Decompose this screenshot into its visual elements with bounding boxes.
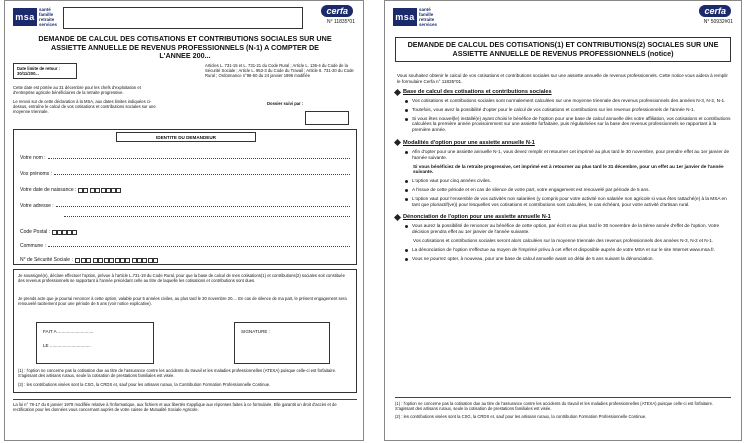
form-title: DEMANDE DE CALCUL DES COTISATIONS ET CONTRIBUTIONS SOCIALES SUR UNE ASSIETTE ANNUELLE DE REVENUS PROFESSIONNELS (N-1) A COMPTER DE L'ANNEE 200...	[38, 34, 332, 61]
identity-section	[13, 129, 357, 265]
notice-intro: Vous souhaitez obtenir le calcul de vos cotisations et contributions sociales sur une assiette annuelle de revenus professionnels. Cette notice vous aidera à remplir le formulaire Cerfa n° 11835*01.	[397, 73, 728, 84]
footnote-2: (2) : les contributions visées sont la CSG, la CRDS et, sauf pour les artisans ruraux, la Contribution Formation Professionnelle Continue.	[18, 382, 271, 387]
notice-title: DEMANDE DE CALCUL DES COTISATIONS(1) ET CONTRIBUTIONS(2) SOCIALES SUR UNE ASSIETTE ANNUELLE DE REVENUS PROFESSIONNELS (notice)	[395, 37, 731, 62]
fait-a-field[interactable]: FAIT A ............................	[43, 329, 94, 334]
list-item: L'option vaut pour cinq années civiles.	[405, 178, 731, 184]
le-field[interactable]: LE ................................	[43, 343, 91, 348]
birthdate-field[interactable]: Votre date de naissance :	[20, 184, 350, 193]
postcode-field[interactable]: Code Postal :	[20, 226, 350, 235]
declaration-section	[13, 269, 357, 393]
diamond-bullet-icon	[394, 88, 401, 95]
city-field[interactable]: Commune :	[20, 240, 350, 249]
list-item: Vous ne pourrez opter, à nouveau, pour une base de calcul annuelle avant un délai de 5 ans suivant la dénonciation.	[405, 256, 731, 262]
footnotes	[395, 397, 731, 419]
notice-sections	[395, 89, 731, 268]
list-item: L'option vaut pour l'ensemble de vos activités non salariées (y compris pour votre activité non salariée non agricole si vous êtes rattaché(e) à la MSA en tant que pluriactif(ve)) pour lesquelles vos cotisations et contributions sont calculées, le cas échéant, pour votre activité d'artisan rural.	[405, 196, 731, 208]
place-date-box	[36, 322, 154, 364]
signature-box[interactable]	[234, 322, 330, 364]
ssn-field[interactable]: N° de Sécurité Sociale :	[20, 254, 350, 263]
list-item: Afin d'opter pour une assiette annuelle N-1, vous devez remplir et retourner cet imprimé au plus tard le 30 novembre, pour prendre effet au 1er janvier de l'année suivante.	[405, 149, 731, 161]
list-item: Si vous bénéficiez de la retraite progressive, cet imprimé est à retourner au plus tard le 31 décembre, pour un effet au 1er janvier de l'année suivante.	[413, 163, 724, 175]
notice-page	[384, 0, 742, 441]
cerfa-logo: cerfa	[699, 5, 731, 17]
footnote-1: (1) : l'option ne concerne pas la cotisation due au titre de l'assurance contre les accidents du travail et les maladies professionnelles (ATEXA) puisque celle-ci est forfaitaire. S'agissant des artisans ruraux, seule la cotisation de prestations familiales est visée.	[395, 401, 714, 411]
list-item: La dénonciation de l'option s'effectue au moyen de l'imprimé prévu à cet effet et disponible auprès de votre MSA et sur le site Internet www.msa.fr.	[405, 247, 731, 253]
dossier-label: Dossier suivi par :	[267, 101, 304, 106]
list-item: Vos cotisations et contributions sociales seront alors calculées sur la moyenne triennale des revenus professionnels des années N-3, N-2 et N-1.	[413, 237, 714, 243]
intro-text-2: Le renvoi sur de cette déclaration à la MSA, aux dates limites indiquées ci-dessus, entraîne le calcul de vos cotisations et contributions sociales sur une moyenne triennale.	[13, 99, 156, 114]
legal-articles: Articles L. 731-15 et L. 731-21 du Code Rural ; Article L. 136-4 du Code de la Sécurité Sociale ; Article L. 953-3 du Code du Travail ; Article 6. 731-20 du Code Rural ; Ordonnance n°96-50 du 24 janvier 1996 modifiée	[205, 63, 354, 78]
intro-text: Cette date est portée au 31 décembre pour les chefs d'exploitation et d'entreprise agricole bénéficiaires de la retraite progressive.	[13, 85, 141, 95]
declaration-text: Je soussigné(e), déclare effectuer l'option, prévue à l'article L.731-19 du Code Rural, pour que la base de calcul de mes cotisations(1) et contributions(2) sociales soit constituée des revenus professionnels se rapportant à l'année précédant celle au titre de laquelle les cotisations et contributions sont dues.	[18, 273, 345, 283]
msa-logo: msa santé famille retraite services	[393, 7, 437, 27]
section-title: Modalités d'option pour une assiette annuelle N-1	[395, 140, 731, 146]
dossier-box	[305, 111, 349, 125]
privacy-footer: La loi n° 78-17 du 6 janvier 1978 modifiée relative à l'informatique, aux fichiers et aux libertés s'applique aux réponses faites à ce formulaire. Elle garantit un droit d'accès et de rectification pour les données vous concernant auprès de votre caisse de Mutualité Sociale Agricole.	[13, 399, 357, 412]
msa-logo: msa santé famille retraite services	[13, 7, 57, 27]
deadline-box: Date limite de retour : 30/11/200...	[13, 63, 77, 79]
diamond-bullet-icon	[394, 139, 401, 146]
diamond-bullet-icon	[394, 214, 401, 221]
footnote-2: (2) : les contributions visées sont la CSG, la CRDS et, sauf pour les artisans ruraux, la contribution Formation Professionnelle Continue.	[395, 414, 647, 419]
declaration-text-2: Je prends acte que je pourrai renoncer à cette option, valable pour 5 années civiles, au plus tard le 30 novembre 20.... En cas de silence de ma part, le présent engagement sera renouvelé tacitement pour une période de 5 ans (voir notice explicative).	[18, 296, 347, 306]
identity-section-title: IDENTITE DU DEMANDEUR	[116, 132, 256, 142]
list-item: Vos cotisations et contributions sociales sont normalement calculées sur une moyenne triennale des revenus professionnels des années N-3, N-2, N-1.	[405, 98, 731, 104]
address-field[interactable]: Votre adresse :	[20, 200, 350, 209]
list-item: Vous aurez la possibilité de renoncer au bénéfice de cette option, par écrit et au plus tard le 30 novembre de la 5ème année d'effet de l'option. Votre décision prendra effet au 1er janvier de l'année suivante.	[405, 223, 731, 235]
list-item: Toutefois, vous avez la possibilité d'opter pour le calcul de vos cotisations et contributions sur les revenus professionnels de l'année N-1.	[405, 107, 731, 113]
cerfa-logo: cerfa	[321, 5, 353, 17]
cerfa-number: N° 50932#01	[703, 19, 733, 25]
section-title: Dénonciation de l'option pour une assiette annuelle N-1	[395, 214, 731, 220]
signature-label: SIGNATURE :	[241, 329, 271, 334]
section-title: Base de calcul des cotisations et contributions sociales	[395, 89, 731, 95]
cerfa-number: N° 11835*01	[326, 19, 355, 25]
firstname-field[interactable]: Vos prénoms :	[20, 168, 350, 177]
footnote-1: (1) : l'option ne concerne pas la cotisation due au titre de l'assurance contre les accidents du travail et les maladies professionnelles (ATEXA) puisque celle-ci est forfaitaire. S'agissant des artisans ruraux, seule la cotisation de prestations familiales est visée.	[18, 368, 337, 378]
form-page	[4, 0, 364, 441]
header-blank-box	[63, 7, 303, 29]
list-item: Si vous êtes nouvel(le) installé(e) ayant choisi le bénéfice de l'option pour une base de calcul annuelle dès votre affiliation, vos cotisations et contributions calculées la première année provisoirement sur une assiette forfaitaire, puis régularisées sur la base des revenus professionnels se rapportant à la première année.	[405, 116, 731, 133]
list-item: A l'issue de cette période et en cas de silence de votre part, votre engagement est renouvelé par période de 5 ans.	[405, 187, 731, 193]
name-field[interactable]: Votre nom :	[20, 152, 350, 161]
